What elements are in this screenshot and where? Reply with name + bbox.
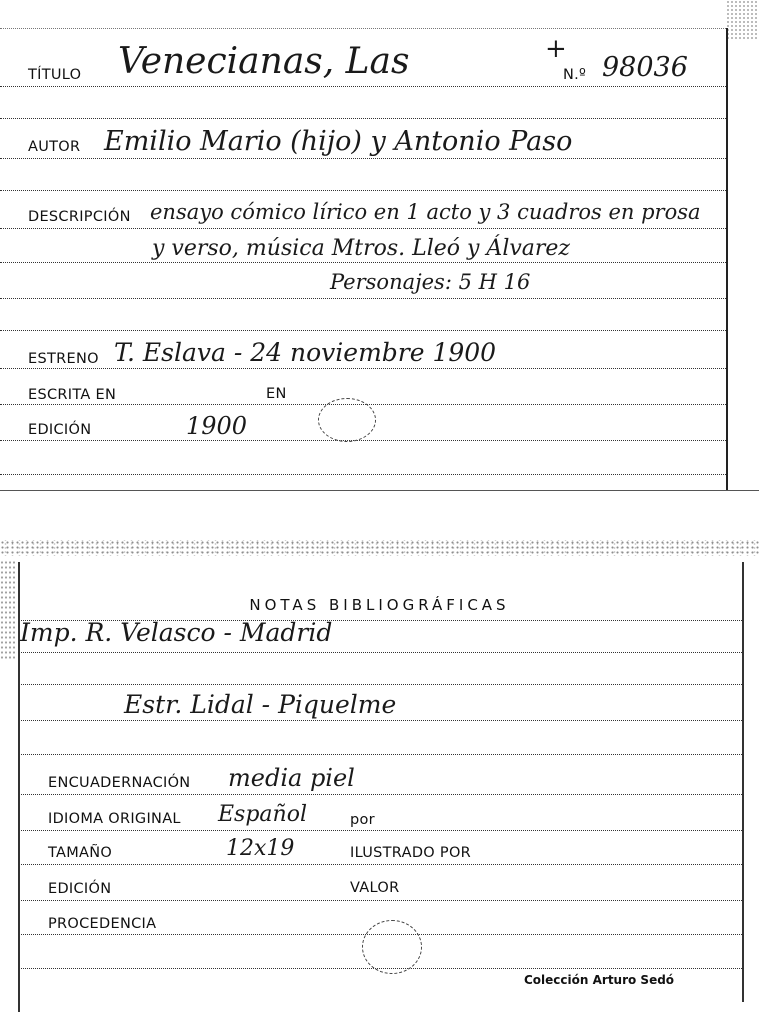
- paper-speckle: [0, 540, 759, 556]
- rule: [0, 368, 726, 369]
- notas-line2: Estr. Lidal - Piquelme: [124, 690, 397, 719]
- estreno-label: ESTRENO: [28, 351, 99, 367]
- tamano-label: TAMAÑO: [48, 845, 113, 861]
- card-right-border: [726, 28, 728, 490]
- ink-stamp: [318, 398, 376, 442]
- descripcion-line1: ensayo cómico lírico en 1 acto y 3 cuadros en prosa: [150, 200, 701, 224]
- numero-value: 98036: [602, 52, 688, 83]
- card-top-edge: [0, 28, 726, 30]
- titulo-value: Venecianas, Las: [118, 41, 410, 82]
- rule: [0, 86, 726, 87]
- rule: [18, 864, 742, 865]
- rule: [18, 900, 742, 901]
- coleccion-credit: Colección Arturo Sedó: [524, 973, 675, 987]
- cross-mark: +: [545, 34, 567, 64]
- catalog-card-bottom: [0, 540, 759, 1028]
- por-label: por: [350, 812, 375, 828]
- rule: [0, 440, 726, 441]
- rule: [18, 720, 742, 721]
- numero-label: N.º: [563, 67, 587, 83]
- notas-heading: NOTAS BIBLIOGRÁFICAS: [249, 596, 510, 614]
- edicion-value: 1900: [186, 412, 248, 440]
- rule: [0, 228, 726, 229]
- descripcion-label: DESCRIPCIÓN: [28, 209, 131, 225]
- procedencia-label: PROCEDENCIA: [48, 916, 157, 932]
- idioma-label: IDIOMA ORIGINAL: [48, 811, 181, 827]
- notas-line1: Imp. R. Velasco - Madrid: [20, 618, 333, 647]
- rule: [0, 330, 726, 331]
- catalog-card-top: [0, 0, 759, 495]
- edicion-label: EDICIÓN: [48, 881, 112, 897]
- autor-label: AUTOR: [28, 139, 81, 155]
- autor-value: Emilio Mario (hijo) y Antonio Paso: [104, 126, 573, 157]
- rule: [18, 652, 742, 653]
- rule: [0, 190, 726, 191]
- estreno-value: T. Eslava - 24 noviembre 1900: [114, 338, 497, 367]
- ilustrado-por-label: ILUSTRADO POR: [350, 845, 472, 861]
- titulo-label: TÍTULO: [28, 67, 82, 83]
- rule: [0, 158, 726, 159]
- paper-speckle: [726, 0, 759, 40]
- rule: [0, 474, 726, 475]
- card-bottom-border: [0, 490, 759, 491]
- descripcion-line3: Personajes: 5 H 16: [330, 270, 531, 294]
- rule: [0, 298, 726, 299]
- encuadernacion-label: ENCUADERNACIÓN: [48, 775, 191, 791]
- valor-label: VALOR: [350, 880, 400, 896]
- rule: [18, 754, 742, 755]
- escrita-en-label: ESCRITA EN: [28, 387, 117, 403]
- edicion-label: EDICIÓN: [28, 422, 92, 438]
- tamano-value: 12x19: [226, 836, 295, 861]
- ink-stamp: [362, 920, 422, 974]
- idioma-value: Español: [218, 802, 307, 827]
- descripcion-line2: y verso, música Mtros. Lleó y Álvarez: [152, 236, 571, 261]
- en-label: EN: [266, 386, 287, 402]
- rule: [18, 830, 742, 831]
- rule: [18, 794, 742, 795]
- rule: [18, 684, 742, 685]
- rule: [0, 262, 726, 263]
- card-right-border: [742, 562, 744, 1002]
- rule: [0, 118, 726, 119]
- encuadernacion-value: media piel: [228, 764, 355, 792]
